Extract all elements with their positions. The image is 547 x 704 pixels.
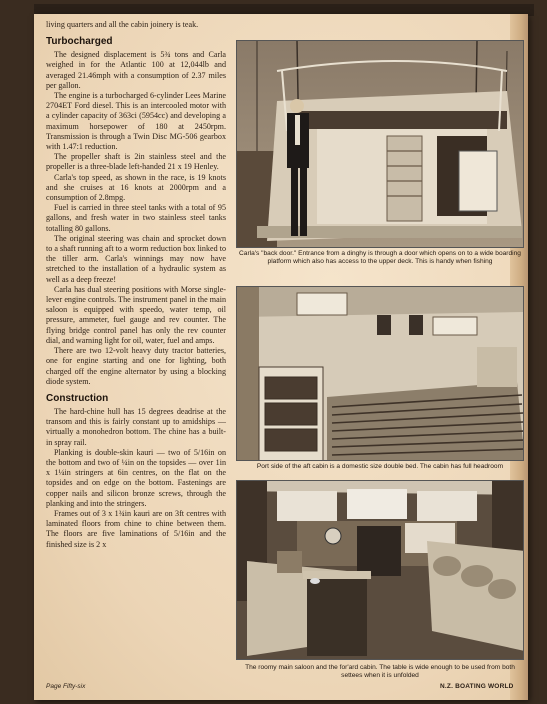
- paragraph-propeller: The propeller shaft is 2in stainless steel and the propeller is a three-blade left-handed 21 x 19 Henley.: [46, 152, 226, 172]
- paragraph-speed: Carla's top speed, as shown in the race, is 19 knots and she cruises at 16 knots at 2000rpm and a consumption of 2.8mpg.: [46, 172, 226, 203]
- caption-aft-cabin: Port side of the aft cabin is a domestic size double bed. The cabin has full headroom: [256, 463, 504, 470]
- photo-main-saloon-image: [237, 481, 524, 660]
- paragraph-planking: Planking is double-skin kauri — two of 5/16in on the bottom and two of ¼in on the topsides — over 1in x 1¼in stringers at 6in centres, on the flat on the topsides and on edge on the bottom. Fastenings are copper nails and silicon bronze screws, through the planking and into the stringers.: [46, 447, 226, 508]
- caption-back-door: Carla's "back door." Entrance from a dinghy is through a door which opens on to a wide boarding platform which also has access to the upper deck. This is handy when fishing: [239, 250, 521, 265]
- paragraph-batteries: There are two 12-volt heavy duty tractor batteries, one for engine starting and one for lighting, both charged off the engine alternator by using a blocking diode system.: [46, 346, 226, 386]
- paragraph-controls: Carla has dual steering positions with Morse single-lever engine controls. The instrument panel in the main saloon is equipped with speedo, water temp, oil pressure, ammeter, fuel gauge and rev counter. The flying bridge control panel has only the rev counter dial, and warning light for oil, water, fuel and amps.: [46, 284, 226, 345]
- article-text-column: [46, 20, 226, 550]
- photo-main-saloon: [236, 480, 524, 660]
- section-heading-construction: Construction: [46, 392, 109, 404]
- photo-aft-cabin: [236, 286, 524, 461]
- paragraph-frames: Frames out of 3 x 1¾in kauri are on 3ft centres with laminated floors from chine to chine between them. The floors are five laminations of 5/16in and the finished size is 2 x: [46, 508, 226, 549]
- photo-back-door: [236, 40, 524, 248]
- paragraph-displacement: The designed displacement is 5¾ tons and Carla weighed in for the Atlantic 100 at 12,044lb and averaged 21.46mph with a consumption of 2.37 miles per gallon.: [46, 50, 226, 90]
- article-intro: living quarters and all the cabin joinery is teak.: [46, 20, 199, 29]
- page-number: Page Fifty-six: [46, 683, 86, 690]
- photo-back-door-image: [237, 41, 524, 248]
- paragraph-fuel: Fuel is carried in three steel tanks with a total of 95 gallons, and fresh water in two stainless steel tanks totalling 80 gallons.: [46, 203, 226, 233]
- paragraph-steering: The original steering was chain and sprocket down to a shaft running aft to a worm reduction box linked to the tiller arm. Carla's winnings may now have stretched to the installation of a hydraulic system as well as a deep freeze!: [46, 233, 226, 284]
- paragraph-hull: The hard-chine hull has 15 degrees deadrise at the transom and this is fairly constant up to amidships — virtually a monohedron bottom. The chine has a built-in spray rail.: [46, 406, 226, 447]
- section-heading-turbocharged: Turbocharged: [46, 36, 113, 48]
- magazine-name: N.Z. BOATING WORLD: [440, 683, 514, 690]
- caption-main-saloon: The roomy main saloon and the for'ard cabin. The table is wide enough to be used from both settees when it is unfolded: [245, 664, 515, 679]
- photo-aft-cabin-image: [237, 287, 524, 461]
- paragraph-engine: The engine is a turbocharged 6-cylinder Lees Marine 2704ET Ford diesel. This is an intercooled motor with a cylinder capacity of 363ci (5954cc) and developing a maximum horsepower of 180 at 2450rpm. Transmission is through a Twin Disc MG-506 gearbox with 1.47:1 reduction.: [46, 91, 226, 152]
